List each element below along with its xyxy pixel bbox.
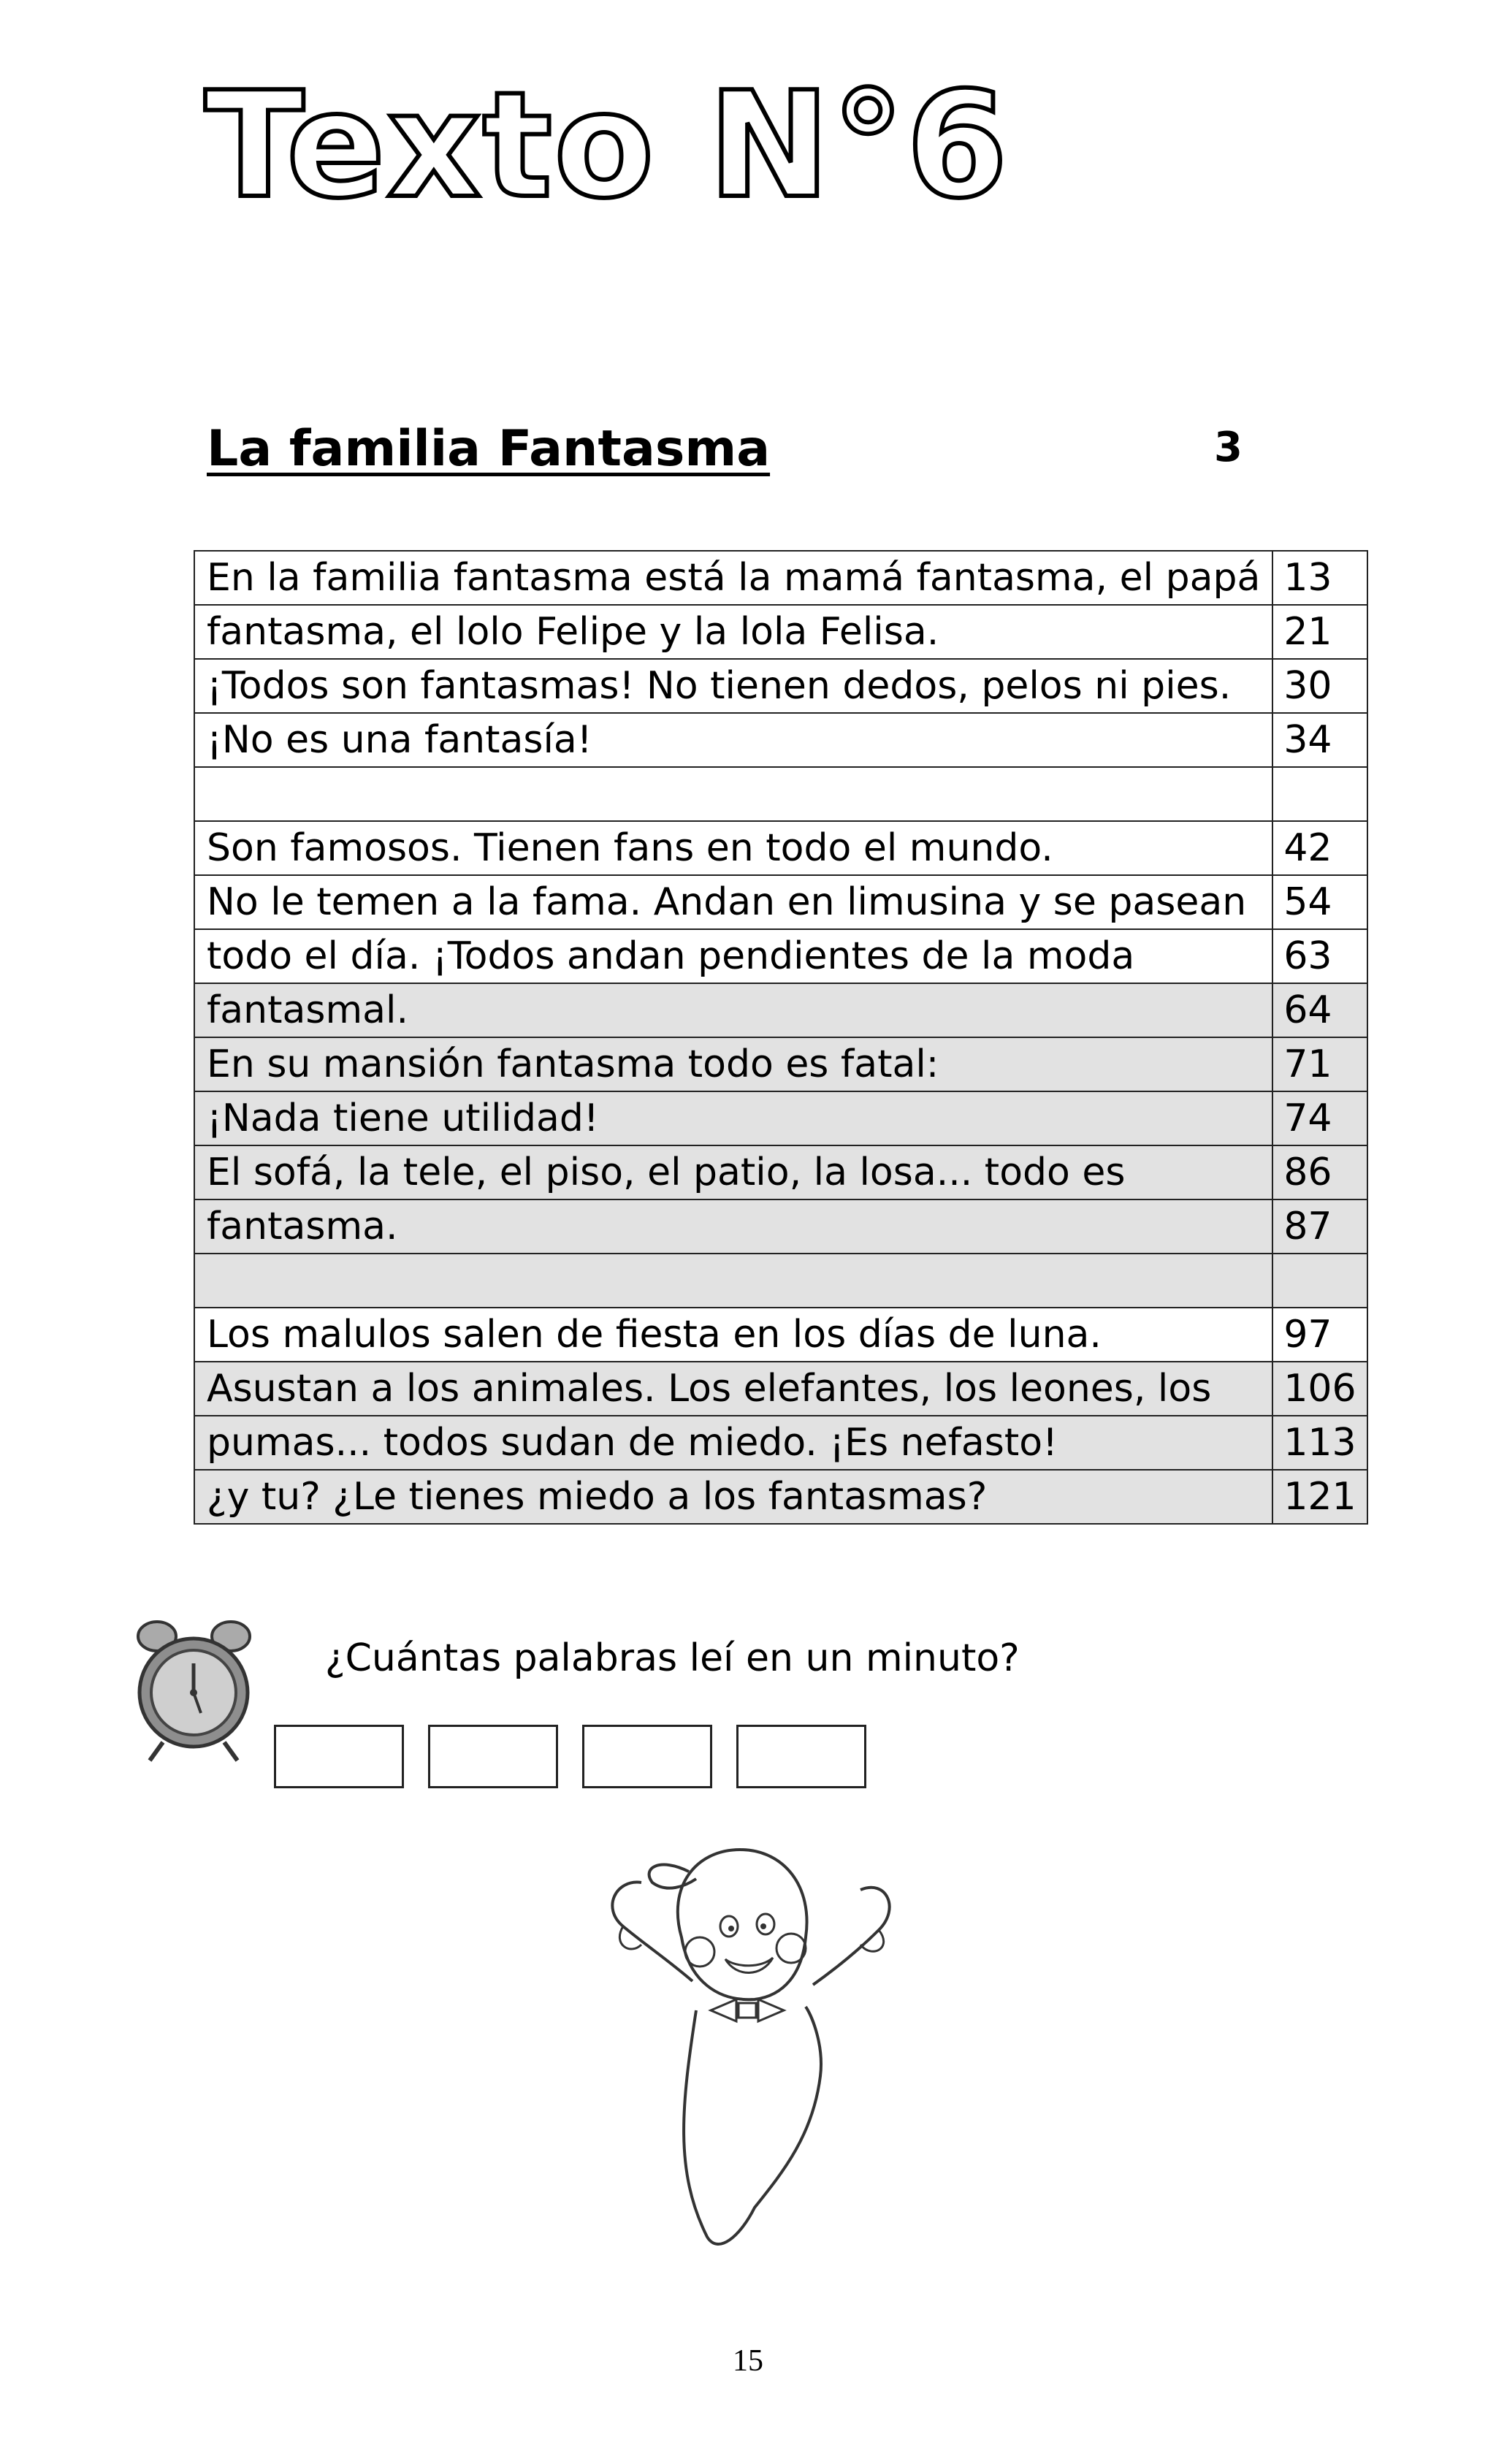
table-row [194,713,1367,767]
word-count: 71 [1272,1037,1367,1091]
table-row [194,875,1367,929]
table-row [194,1416,1367,1470]
word-count: 87 [1272,1199,1367,1254]
row-text: fantasma. [194,1199,1272,1254]
answer-box[interactable] [736,1725,866,1788]
row-text: Asustan a los animales. Los elefantes, los leones, los [194,1362,1272,1416]
word-count: 86 [1272,1145,1367,1199]
word-count: 121 [1272,1470,1367,1524]
word-count: 63 [1272,929,1367,983]
word-count [1272,1254,1367,1308]
answer-box[interactable] [274,1725,404,1788]
row-text: No le temen a la fama. Andan en limusina y se pasean [194,875,1272,929]
row-text: El sofá, la tele, el piso, el patio, la losa... todo es [194,1145,1272,1199]
ghost-illustration [572,1828,930,2266]
table-row [194,1308,1367,1362]
word-count: 64 [1272,983,1367,1037]
table-row [194,1470,1367,1524]
table-row [194,1254,1367,1308]
row-text: Los malulos salen de fiesta en los días de luna. [194,1308,1272,1362]
row-text: ¿y tu? ¿Le tienes miedo a los fantasmas? [194,1470,1272,1524]
table-row [194,1091,1367,1145]
row-text [194,767,1272,821]
row-text: pumas... todos sudan de miedo. ¡Es nefasto! [194,1416,1272,1470]
word-count: 34 [1272,713,1367,767]
word-count: 30 [1272,659,1367,713]
table-row [194,767,1367,821]
alarm-clock-icon [134,1611,254,1764]
word-count: 42 [1272,821,1367,875]
word-count: 54 [1272,875,1367,929]
row-text [194,1254,1272,1308]
row-text: fantasmal. [194,983,1272,1037]
word-count: 106 [1272,1362,1367,1416]
page-title: Texto N°6 [205,61,1010,231]
word-count: 21 [1272,605,1367,659]
table-row [194,1145,1367,1199]
table-row [194,551,1367,605]
reading-table [194,550,1368,1525]
table-row [194,929,1367,983]
answer-box[interactable] [428,1725,558,1788]
row-text: En la familia fantasma está la mamá fantasma, el papá [194,551,1272,605]
table-row [194,1199,1367,1254]
page-number: 15 [733,2344,763,2378]
row-text: fantasma, el lolo Felipe y la lola Felisa. [194,605,1272,659]
word-count: 13 [1272,551,1367,605]
row-text: ¡Nada tiene utilidad! [194,1091,1272,1145]
row-text: ¡Todos son fantasmas! No tienen dedos, pelos ni pies. [194,659,1272,713]
word-count: 113 [1272,1416,1367,1470]
row-text: ¡No es una fantasía! [194,713,1272,767]
row-text: todo el día. ¡Todos andan pendientes de la moda [194,929,1272,983]
table-row [194,1037,1367,1091]
table-row [194,659,1367,713]
level-number: 3 [1214,424,1243,471]
story-title: La familia Fantasma [207,420,771,478]
table-row [194,983,1367,1037]
words-per-minute-question: ¿Cuántas palabras leí en un minuto? [325,1636,1020,1680]
word-count: 97 [1272,1308,1367,1362]
answer-box[interactable] [582,1725,712,1788]
table-row [194,821,1367,875]
table-row [194,1362,1367,1416]
row-text: Son famosos. Tienen fans en todo el mundo. [194,821,1272,875]
row-text: En su mansión fantasma todo es fatal: [194,1037,1272,1091]
word-count [1272,767,1367,821]
table-row [194,605,1367,659]
word-count: 74 [1272,1091,1367,1145]
